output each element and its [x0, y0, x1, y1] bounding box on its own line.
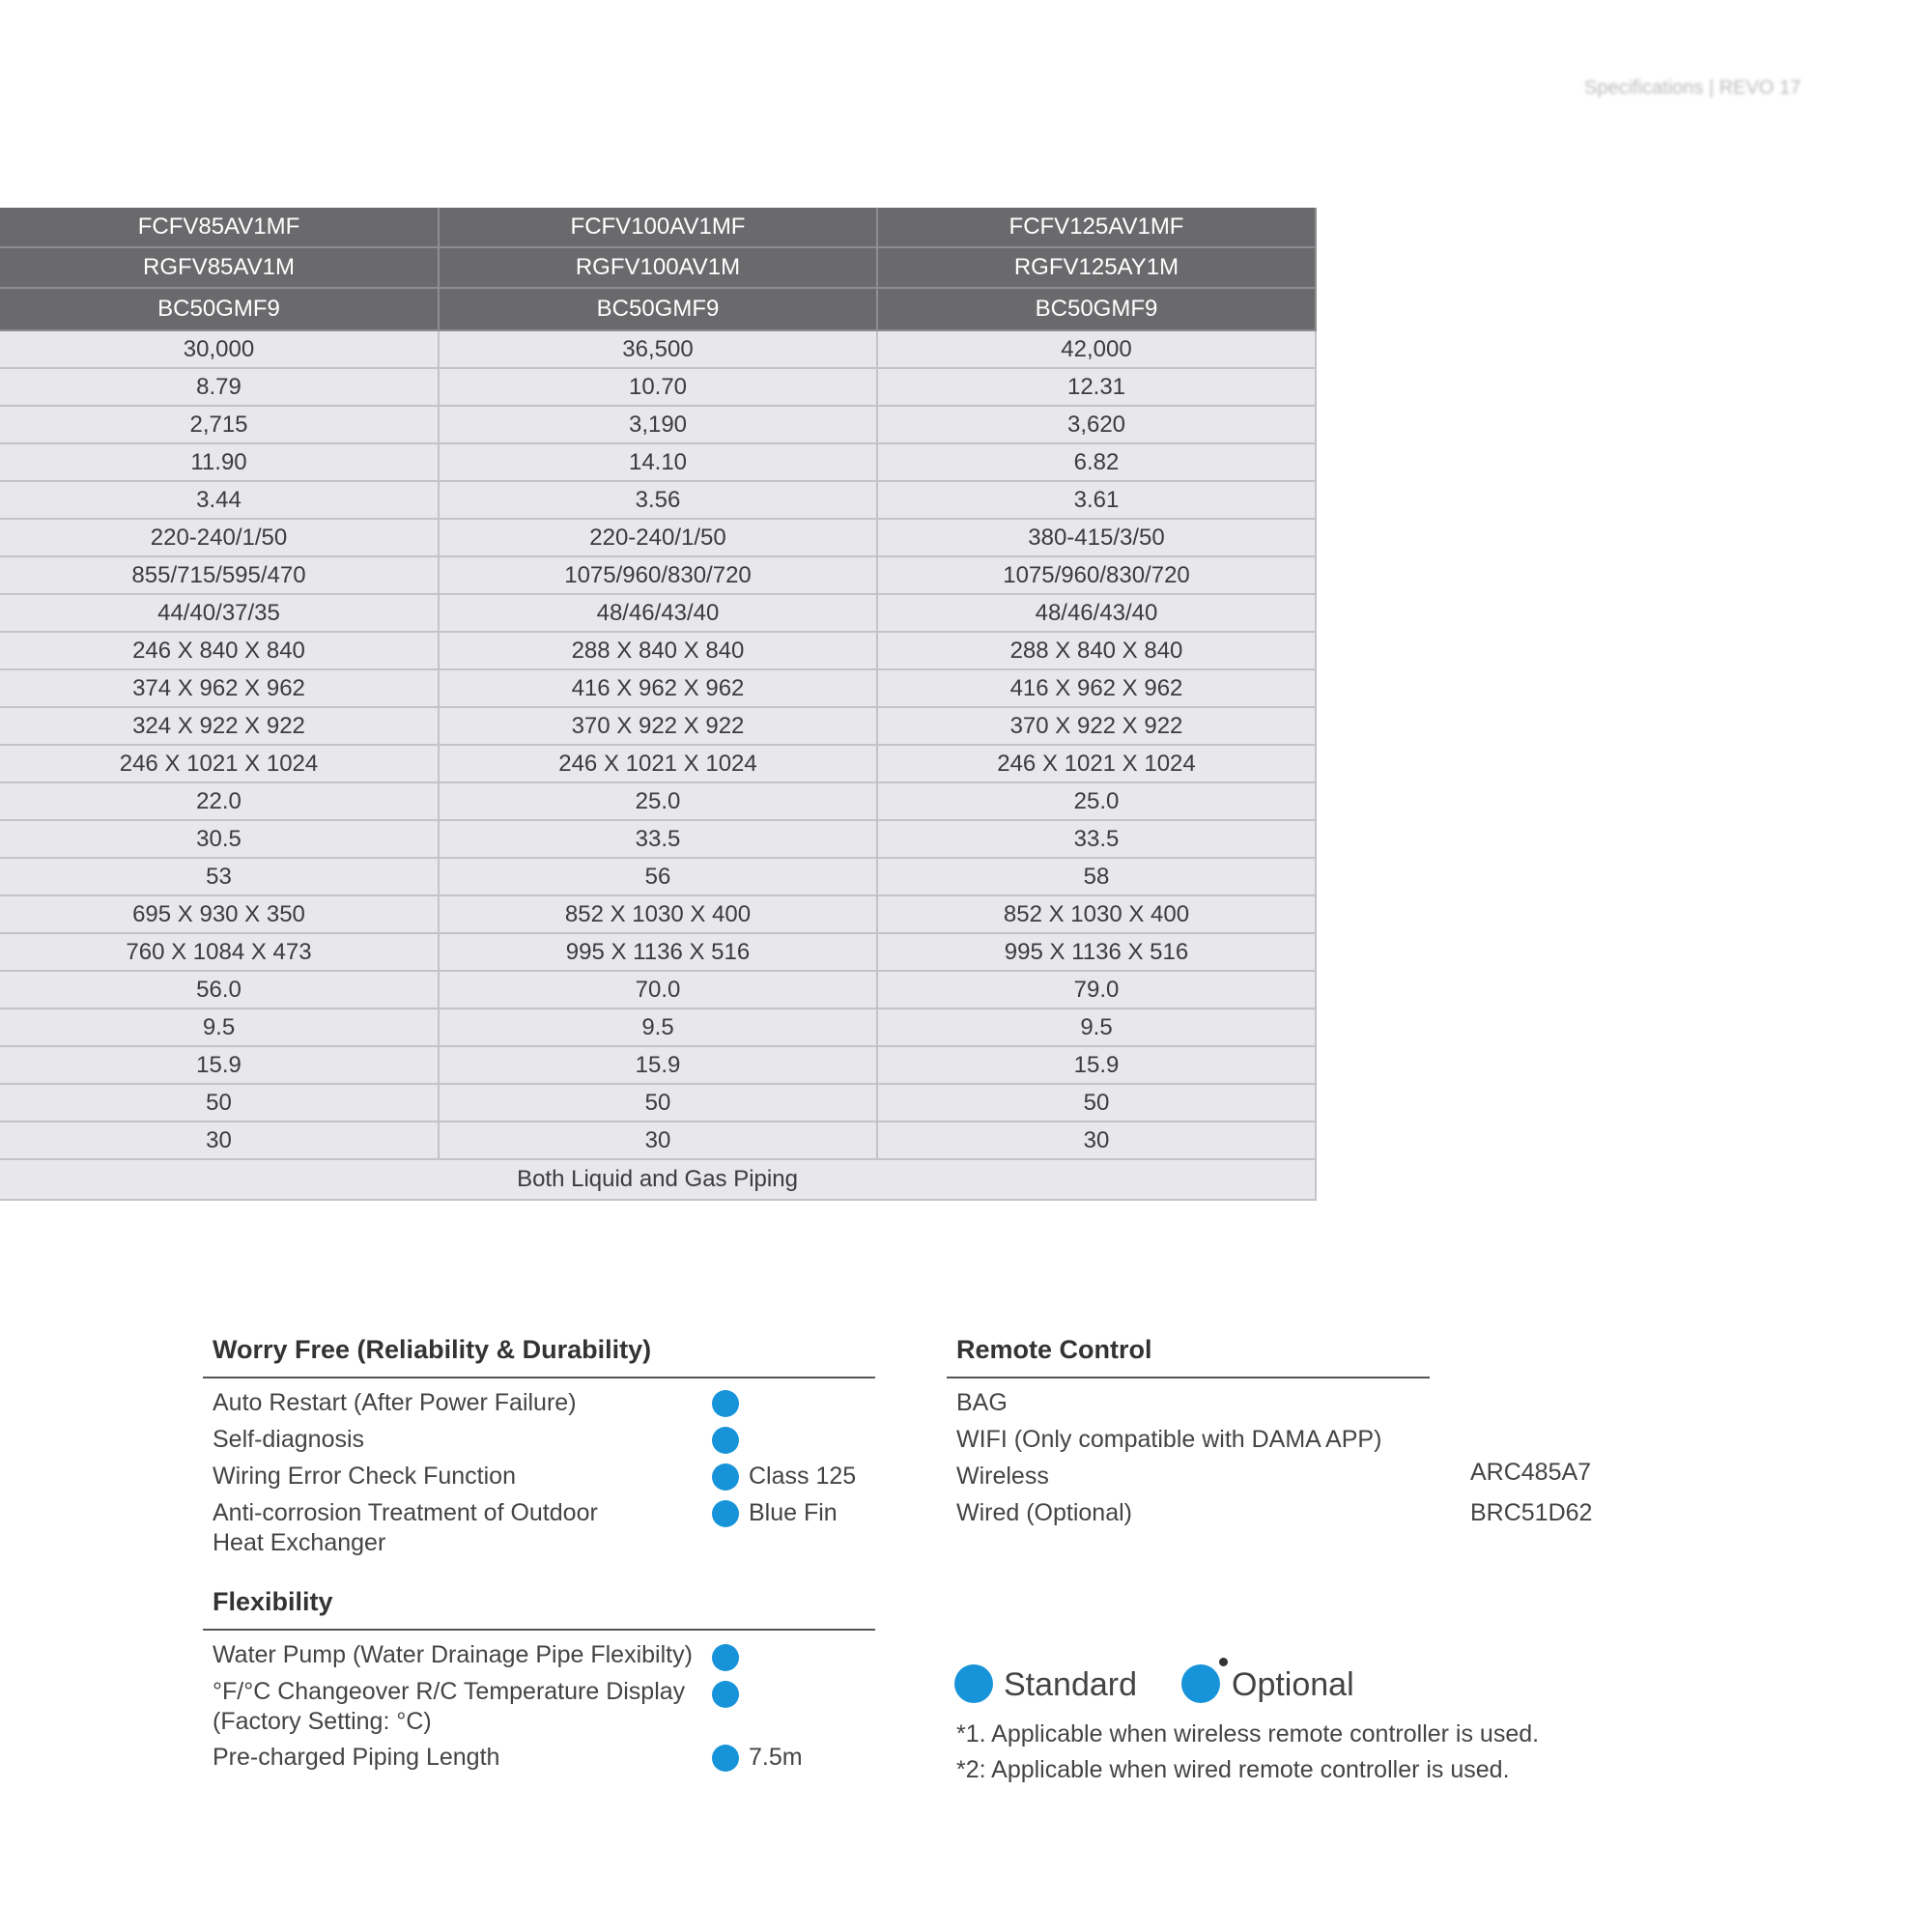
spec-cell: 30.5 — [0, 820, 439, 858]
spec-row — [0, 556, 1316, 594]
spec-cell: 33.5 — [877, 820, 1316, 858]
standard-dot-icon — [712, 1427, 739, 1454]
spec-row — [0, 1046, 1316, 1084]
standard-dot-icon — [712, 1681, 739, 1708]
spec-cell: 25.0 — [877, 782, 1316, 820]
spec-cell: 9.5 — [0, 1009, 439, 1046]
spec-cell: 56.0 — [0, 971, 439, 1009]
spec-cell: 10.70 — [439, 368, 877, 406]
spec-row — [0, 669, 1316, 707]
spec-cell: 8.79 — [0, 368, 439, 406]
spec-cell: 9.5 — [439, 1009, 877, 1046]
spec-row — [0, 1122, 1316, 1159]
footnote: *2: Applicable when wired remote controller is used. — [956, 1756, 1510, 1783]
spec-cell: 36,500 — [439, 330, 877, 368]
spec-cell: 1075/960/830/720 — [877, 556, 1316, 594]
spec-cell: 855/715/595/470 — [0, 556, 439, 594]
header-cell: FCFV85AV1MF — [0, 208, 439, 247]
spec-table-body — [0, 330, 1316, 1200]
spec-row — [0, 1009, 1316, 1046]
spec-note-row — [0, 1159, 1316, 1200]
spec-cell: 48/46/43/40 — [439, 594, 877, 632]
spec-row — [0, 745, 1316, 782]
spec-cell: 12.31 — [877, 368, 1316, 406]
spec-cell: 370 X 922 X 922 — [439, 707, 877, 745]
header-cell: RGFV100AV1M — [439, 247, 877, 288]
spec-cell: 30 — [0, 1122, 439, 1159]
feature-value: Blue Fin — [749, 1499, 838, 1526]
feature-row — [203, 1425, 875, 1462]
spec-cell: 30,000 — [0, 330, 439, 368]
feature-label: °F/°C Changeover R/C Temperature Display — [213, 1678, 686, 1705]
spec-cell: 53 — [0, 858, 439, 895]
spec-cell: 2,715 — [0, 406, 439, 443]
spec-row — [0, 933, 1316, 971]
feature-label: Pre-charged Piping Length — [213, 1744, 500, 1771]
footnote: *1. Applicable when wireless remote controller is used. — [956, 1720, 1540, 1747]
spec-cell: 995 X 1136 X 516 — [877, 933, 1316, 971]
spec-cell: 33.5 — [439, 820, 877, 858]
legend-standard-label: Standard — [1004, 1666, 1137, 1703]
spec-cell: 58 — [877, 858, 1316, 895]
spec-row — [0, 820, 1316, 858]
standard-dot-icon — [712, 1745, 739, 1772]
spec-cell: 1075/960/830/720 — [439, 556, 877, 594]
feature-label: Anti-corrosion Treatment of Outdoor — [213, 1499, 598, 1526]
remote-row — [947, 1425, 1430, 1462]
optional-marker-icon — [1219, 1658, 1228, 1666]
feature-label-line2: (Factory Setting: °C) — [213, 1708, 432, 1735]
spec-cell: 30 — [877, 1122, 1316, 1159]
spec-cell: 416 X 962 X 962 — [439, 669, 877, 707]
spec-cell: 380-415/3/50 — [877, 519, 1316, 556]
spec-cell: 374 X 962 X 962 — [0, 669, 439, 707]
spec-cell: 79.0 — [877, 971, 1316, 1009]
standard-dot-icon — [712, 1463, 739, 1491]
spec-cell: 220-240/1/50 — [439, 519, 877, 556]
spec-cell: 42,000 — [877, 330, 1316, 368]
remote-label: Wired (Optional) — [956, 1499, 1132, 1526]
spec-cell: 246 X 1021 X 1024 — [0, 745, 439, 782]
remote-row — [947, 1388, 1430, 1425]
legend-optional-label: Optional — [1232, 1666, 1354, 1703]
spec-row — [0, 895, 1316, 933]
worry-free-section — [203, 1335, 875, 1566]
spec-cell: 15.9 — [439, 1046, 877, 1084]
spec-row — [0, 1084, 1316, 1122]
standard-legend-icon — [954, 1664, 993, 1703]
spec-cell: 6.82 — [877, 443, 1316, 481]
header-cell: BC50GMF9 — [0, 288, 439, 330]
feature-label: Wiring Error Check Function — [213, 1463, 516, 1490]
spec-cell: 246 X 1021 X 1024 — [877, 745, 1316, 782]
spec-row — [0, 330, 1316, 368]
spec-cell: 3,190 — [439, 406, 877, 443]
remote-label: WIFI (Only compatible with DAMA APP) — [956, 1426, 1382, 1453]
spec-cell: 9.5 — [877, 1009, 1316, 1046]
spec-cell: 50 — [0, 1084, 439, 1122]
spec-cell: 48/46/43/40 — [877, 594, 1316, 632]
spec-table — [0, 208, 1317, 1201]
feature-label: Auto Restart (After Power Failure) — [213, 1389, 577, 1416]
spec-row — [0, 707, 1316, 745]
flexibility-section — [203, 1587, 875, 1779]
remote-label: BAG — [956, 1389, 1008, 1416]
flexibility-title: Flexibility — [203, 1587, 875, 1631]
spec-cell: 44/40/37/35 — [0, 594, 439, 632]
feature-label-line2: Heat Exchanger — [213, 1529, 386, 1556]
spec-row — [0, 858, 1316, 895]
remote-control-title: Remote Control — [947, 1335, 1430, 1378]
feature-row — [203, 1498, 875, 1566]
standard-dot-icon — [712, 1644, 739, 1671]
header-cell: FCFV125AV1MF — [877, 208, 1316, 247]
header-cell: RGFV125AY1M — [877, 247, 1316, 288]
spec-cell: 288 X 840 X 840 — [877, 632, 1316, 669]
page-header-note: Specifications | REVO 17 — [1584, 77, 1802, 99]
feature-label: Water Pump (Water Drainage Pipe Flexibilty) — [213, 1641, 693, 1668]
spec-note-cell: Both Liquid and Gas Piping — [0, 1159, 1316, 1200]
spec-cell: 288 X 840 X 840 — [439, 632, 877, 669]
remote-row — [947, 1498, 1593, 1535]
header-row-outdoor — [0, 247, 1316, 288]
optional-legend-icon — [1181, 1664, 1220, 1703]
header-cell: RGFV85AV1M — [0, 247, 439, 288]
feature-row — [203, 1677, 875, 1743]
spec-cell: 30 — [439, 1122, 877, 1159]
spec-cell: 15.9 — [0, 1046, 439, 1084]
spec-cell: 70.0 — [439, 971, 877, 1009]
spec-cell: 220-240/1/50 — [0, 519, 439, 556]
remote-model: ARC485A7 — [1470, 1462, 1592, 1485]
feature-row — [203, 1388, 875, 1425]
spec-cell: 695 X 930 X 350 — [0, 895, 439, 933]
remote-control-section — [947, 1335, 1593, 1535]
remote-label: Wireless — [956, 1463, 1049, 1490]
spec-cell: 14.10 — [439, 443, 877, 481]
spec-row — [0, 443, 1316, 481]
spec-row — [0, 519, 1316, 556]
header-cell: BC50GMF9 — [439, 288, 877, 330]
spec-cell: 852 X 1030 X 400 — [877, 895, 1316, 933]
remote-row — [947, 1462, 1592, 1498]
remote-model: BRC51D62 — [1470, 1499, 1593, 1526]
spec-cell: 370 X 922 X 922 — [877, 707, 1316, 745]
header-row-indoor — [0, 208, 1316, 247]
spec-row — [0, 368, 1316, 406]
spec-row — [0, 971, 1316, 1009]
spec-row — [0, 481, 1316, 519]
feature-value: Class 125 — [749, 1463, 857, 1490]
spec-cell: 324 X 922 X 922 — [0, 707, 439, 745]
spec-cell: 3.44 — [0, 481, 439, 519]
spec-row — [0, 406, 1316, 443]
header-cell: BC50GMF9 — [877, 288, 1316, 330]
standard-dot-icon — [712, 1390, 739, 1417]
feature-row — [203, 1743, 875, 1779]
spec-cell: 760 X 1084 X 473 — [0, 933, 439, 971]
spec-cell: 3,620 — [877, 406, 1316, 443]
spec-cell: 246 X 840 X 840 — [0, 632, 439, 669]
spec-cell: 50 — [439, 1084, 877, 1122]
feature-label: Self-diagnosis — [213, 1426, 365, 1453]
spec-row — [0, 782, 1316, 820]
spec-cell: 22.0 — [0, 782, 439, 820]
spec-cell: 56 — [439, 858, 877, 895]
spec-cell: 416 X 962 X 962 — [877, 669, 1316, 707]
spec-cell: 3.56 — [439, 481, 877, 519]
spec-cell: 15.9 — [877, 1046, 1316, 1084]
standard-dot-icon — [712, 1500, 739, 1527]
feature-row — [203, 1462, 875, 1498]
worry-free-title: Worry Free (Reliability & Durability) — [203, 1335, 875, 1378]
spec-cell: 995 X 1136 X 516 — [439, 933, 877, 971]
header-row-panel — [0, 288, 1316, 330]
header-cell: FCFV100AV1MF — [439, 208, 877, 247]
spec-cell: 3.61 — [877, 481, 1316, 519]
feature-row — [203, 1640, 875, 1677]
spec-table-header — [0, 208, 1316, 330]
spec-cell: 852 X 1030 X 400 — [439, 895, 877, 933]
spec-row — [0, 594, 1316, 632]
spec-cell: 246 X 1021 X 1024 — [439, 745, 877, 782]
spec-cell: 25.0 — [439, 782, 877, 820]
spec-row — [0, 632, 1316, 669]
spec-cell: 11.90 — [0, 443, 439, 481]
spec-cell: 50 — [877, 1084, 1316, 1122]
feature-value: 7.5m — [749, 1744, 803, 1771]
